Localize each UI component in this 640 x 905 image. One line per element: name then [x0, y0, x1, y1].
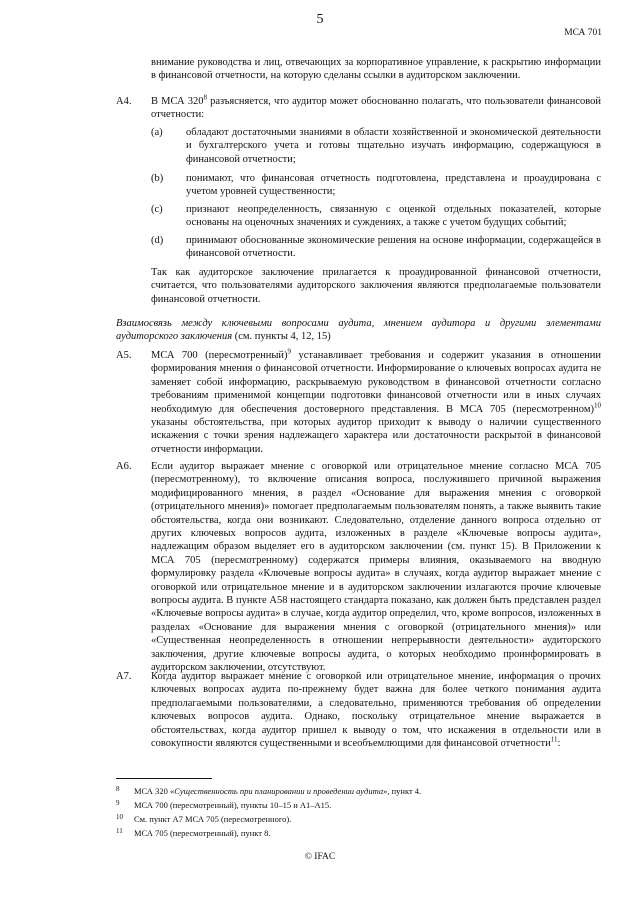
footnote-text-part: МСА 320 « — [134, 786, 175, 796]
paragraph-a5 — [151, 349, 601, 456]
list-item-c: признают неопределенность, связанную с оценкой отдельных показателей, которые основаны на оценочных значениях и суждениях, а также с учетом будущих событий; — [186, 204, 601, 229]
footnote-number: 11 — [116, 827, 123, 835]
a5-text-2: устанавливает требования и содержит указания в отношении формирования мнения о финансовой отчетности. Информирование о ключевых вопросах аудита не заменяет собой информацию, раскрываемую руководством в финансовой отчетности согласно требованиям применимой концепции подготовки финансовой отчетности или в иных случаях необходимую для обеспечения достоверного представления. В МСА 705 (пересмотренном) — [151, 350, 601, 415]
page-number: 5 — [316, 12, 324, 27]
list-item-b: понимают, что финансовая отчетность подготовлена, представлена и проаудирована с учетом уровней существенности; — [186, 173, 601, 198]
footnote-ref-11: 11 — [550, 735, 558, 744]
a4-text-before: В МСА 320 — [151, 96, 204, 107]
footnote-text: МСА 700 (пересмотренный), пункты 10–15 и А1–А15. — [134, 800, 332, 810]
footnote-text: См. пункт А7 МСА 705 (пересмотренного). — [134, 814, 292, 824]
paragraph-a7 — [151, 670, 601, 750]
list-item-a: обладают достаточными знаниями в области хозяйственной и экономической деятельности и бухгалтерского учета и готовы тщательно изучать информацию, содержащуюся в финансовой отчетности; — [186, 127, 601, 165]
paragraph-label-a6: A6. — [116, 461, 132, 472]
footnote-ref-9: 9 — [287, 347, 292, 356]
a4-closing-paragraph: Так как аудиторское заключение прилагается к проаудированной финансовой отчетности, считается, что пользователями аудиторского заключения являются предполагаемые пользователи финансовой отчетности. — [151, 267, 601, 305]
footnote-text-italic: Существенность при планировании и проведении аудита — [174, 786, 384, 796]
list-label-c: (c) — [151, 204, 163, 215]
list-item-d: принимают обоснованные экономические решения на основе информации, содержащейся в финансовой отчетности. — [186, 235, 601, 260]
list-label-b: (b) — [151, 173, 164, 184]
paragraph-label-a4: A4. — [116, 96, 132, 107]
paragraph-label-a7: A7. — [116, 671, 132, 682]
section-heading-refs: (см. пункты 4, 12, 15) — [232, 331, 331, 343]
a4-text-after: разъясняется, что аудитор может обоснованно полагать, что пользователи финансовой отчетности: — [151, 96, 602, 121]
section-heading-italic: Взаимосвязь между ключевыми вопросами аудита, мнением аудитора и другими элементами аудиторского заключения — [116, 318, 601, 343]
a7-tail: : — [557, 738, 561, 750]
footnote-divider — [116, 778, 212, 779]
footnote-text: МСА 705 (пересмотренный), пункт 8. — [134, 828, 271, 838]
a7-text: Когда аудитор выражает мнение с оговоркой или отрицательное мнение, информация о прочих ключевых вопросах аудита по-прежнему будет важна для более четкого понимания аудита предполагаемыми пользователями, а следовательно, применяются требования об определении ключевых вопросов аудита. Однако, поскольку отрицательное мнение выражается в обстоятельствах, когда аудитор пришел к выводу о том, что искажения в отдельности или в совокупности являются существенными и всеобъемлющими для финансовой отчетности — [151, 671, 601, 750]
document-code: МСА 701 — [564, 28, 602, 38]
footnote-ref-10: 10 — [594, 401, 601, 410]
footnote-number: 9 — [116, 799, 120, 807]
footnote-ref-8: 8 — [203, 93, 207, 102]
list-label-d: (d) — [151, 235, 164, 246]
footnote-text — [134, 786, 421, 797]
section-heading — [116, 317, 601, 344]
copyright-footer: © IFAC — [304, 852, 336, 862]
list-label-a: (a) — [151, 127, 163, 138]
paragraph-label-a5: A5. — [116, 350, 132, 361]
paragraph-a6: Если аудитор выражает мнение с оговоркой или отрицательное мнение согласно МСА 705 (пересмотренному), то включение описания вопроса, послужившего причиной выражения модифицированного мнения, в раздел «Основание для выражения мнения с оговоркой (отрицательного мнения)» помогает предполагаемым пользователям понять, а также выявить такие обстоятельства, когда они возникают. Следовательно, отделение данного вопроса отдельно от других ключевых вопросов аудита, изложенных в разделе «Ключевые вопросы аудита», надлежащим образом выделяет его в аудиторском заключении (см. пункт 15). В Приложении к МСА 705 (пересмотренному) содержатся примеры влияния, оказываемого на вводную формулировку раздела «Ключевые вопросы аудита» в случаях, когда аудитор выражает мнение с оговоркой или отрицательное мнение и в аудиторском заключении излагаются прочие ключевые вопросы аудита. В пункте А58 настоящего стандарта показано, как должен быть представлен раздел «Ключевые вопросы аудита» в случае, когда аудитор определил, что, кроме вопросов, изложенных в разделах «Основание для выражения мнения с оговоркой (отрицательного мнения)» или «Существенная неопределенность в отношении непрерывности деятельности» аудиторского заключения, другие ключевые вопросы аудита, о которых необходимо проинформировать в аудиторском заключении, отсутствуют. — [151, 461, 601, 674]
footnote-number: 10 — [116, 813, 123, 821]
paragraph-a4 — [151, 95, 601, 122]
intro-paragraph: внимание руководства и лиц, отвечающих за корпоративное управление, к раскрытию информации в финансовой отчетности, на которую сделаны ссылки в аудиторском заключении. — [151, 57, 601, 82]
footnote-number: 8 — [116, 785, 120, 793]
footnote-text-part: », пункт 4. — [383, 786, 422, 796]
a5-text-3: указаны обстоятельства, при которых аудитор приходит к выводу о наличии существенного искажения с точки зрения надлежащего характера или достаточности раскрытой в финансовой отчетности информации. — [151, 417, 601, 455]
a5-text-1: МСА 700 (пересмотренный) — [151, 350, 288, 361]
